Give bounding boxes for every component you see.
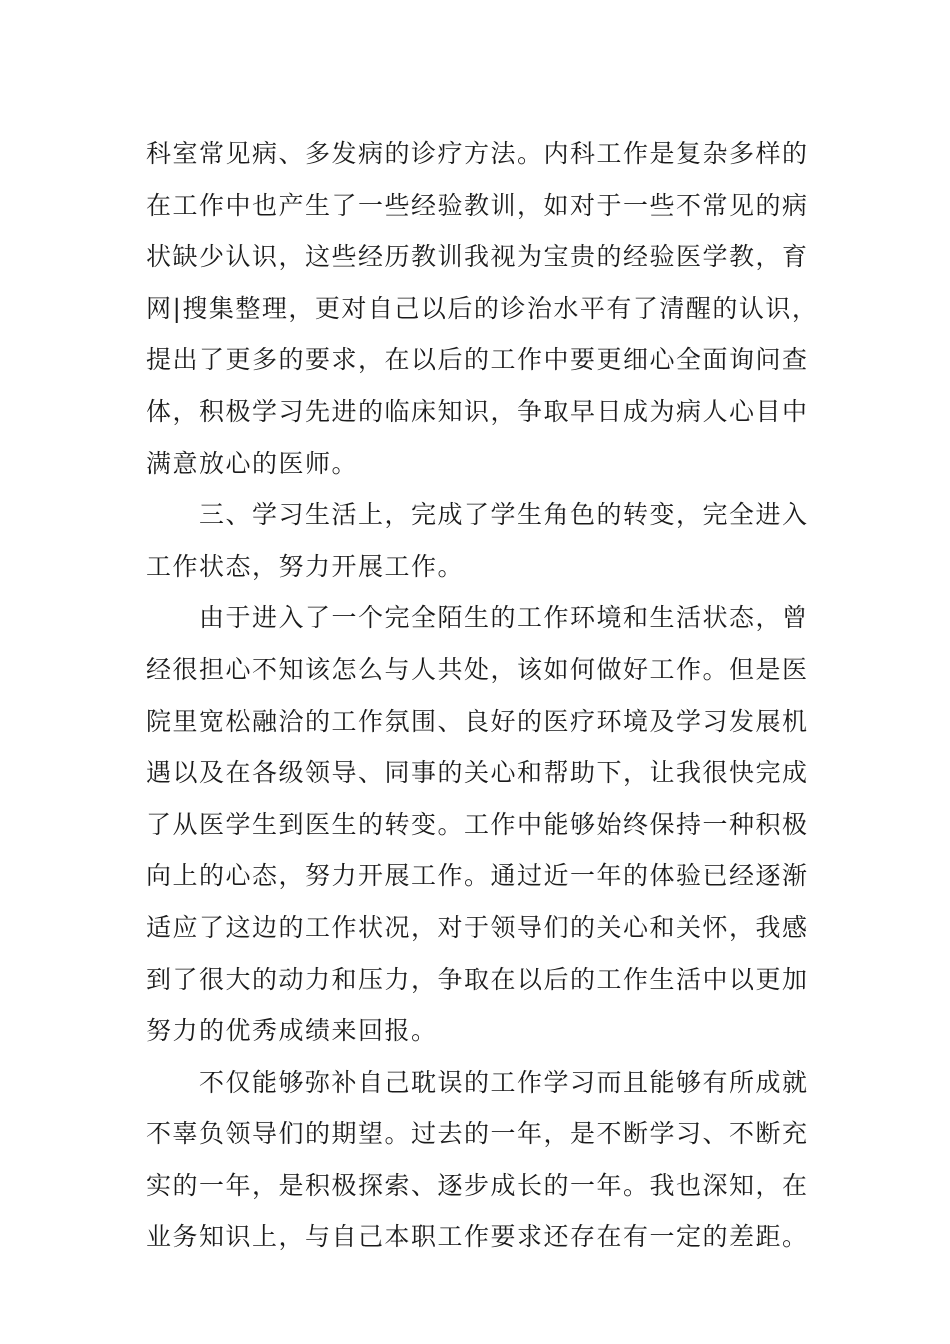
text-line: 业务知识上，与自己本职工作要求还存在有一定的差距。 — [146, 1222, 809, 1252]
text-line: 提出了更多的要求，在以后的工作中要更细心全面询问查 — [146, 345, 809, 375]
text-line: 了从医学生到医生的转变。工作中能够始终保持一种积极 — [146, 809, 809, 839]
text-line: 经很担心不知该怎么与人共处，该如何做好工作。但是医 — [146, 654, 809, 684]
text-line: 不辜负领导们的期望。过去的一年，是不断学习、不断充 — [146, 1119, 809, 1149]
text-line: 院里宽松融洽的工作氛围、良好的医疗环境及学习发展机 — [146, 706, 809, 736]
paragraph-heading: 三、学习生活上，完成了学生角色的转变，完全进入 — [199, 500, 809, 530]
text-line: 到了很大的动力和压力，争取在以后的工作生活中以更加 — [146, 964, 809, 994]
paragraph-start: 不仅能够弥补自己耽误的工作学习而且能够有所成就 — [199, 1067, 809, 1097]
text-line: 体，积极学习先进的临床知识，争取早日成为病人心目中 — [146, 396, 809, 426]
text-line: 网|搜集整理，更对自己以后的诊治水平有了清醒的认识， — [146, 293, 819, 323]
text-line: 适应了这边的工作状况，对于领导们的关心和关怀，我感 — [146, 912, 809, 942]
text-line: 科室常见病、多发病的诊疗方法。内科工作是复杂多样的 — [146, 139, 809, 168]
text-line: 向上的心态，努力开展工作。通过近一年的体验已经逐渐 — [146, 861, 809, 891]
text-line: 工作状态，努力开展工作。 — [146, 551, 465, 581]
text-line: 状缺少认识，这些经历教训我视为宝贵的经验医学教，育 — [146, 242, 809, 272]
text-line: 遇以及在各级领导、同事的关心和帮助下，让我很快完成 — [146, 758, 809, 788]
text-line: 满意放心的医师。 — [146, 448, 359, 478]
paragraph-start: 由于进入了一个完全陌生的工作环境和生活状态，曾 — [199, 603, 809, 633]
text-line: 努力的优秀成绩来回报。 — [146, 1016, 438, 1046]
document-body — [146, 128, 819, 1263]
text-line: 在工作中也产生了一些经验教训，如对于一些不常见的病 — [146, 190, 809, 220]
text-line: 实的一年，是积极探索、逐步成长的一年。我也深知，在 — [146, 1170, 809, 1200]
